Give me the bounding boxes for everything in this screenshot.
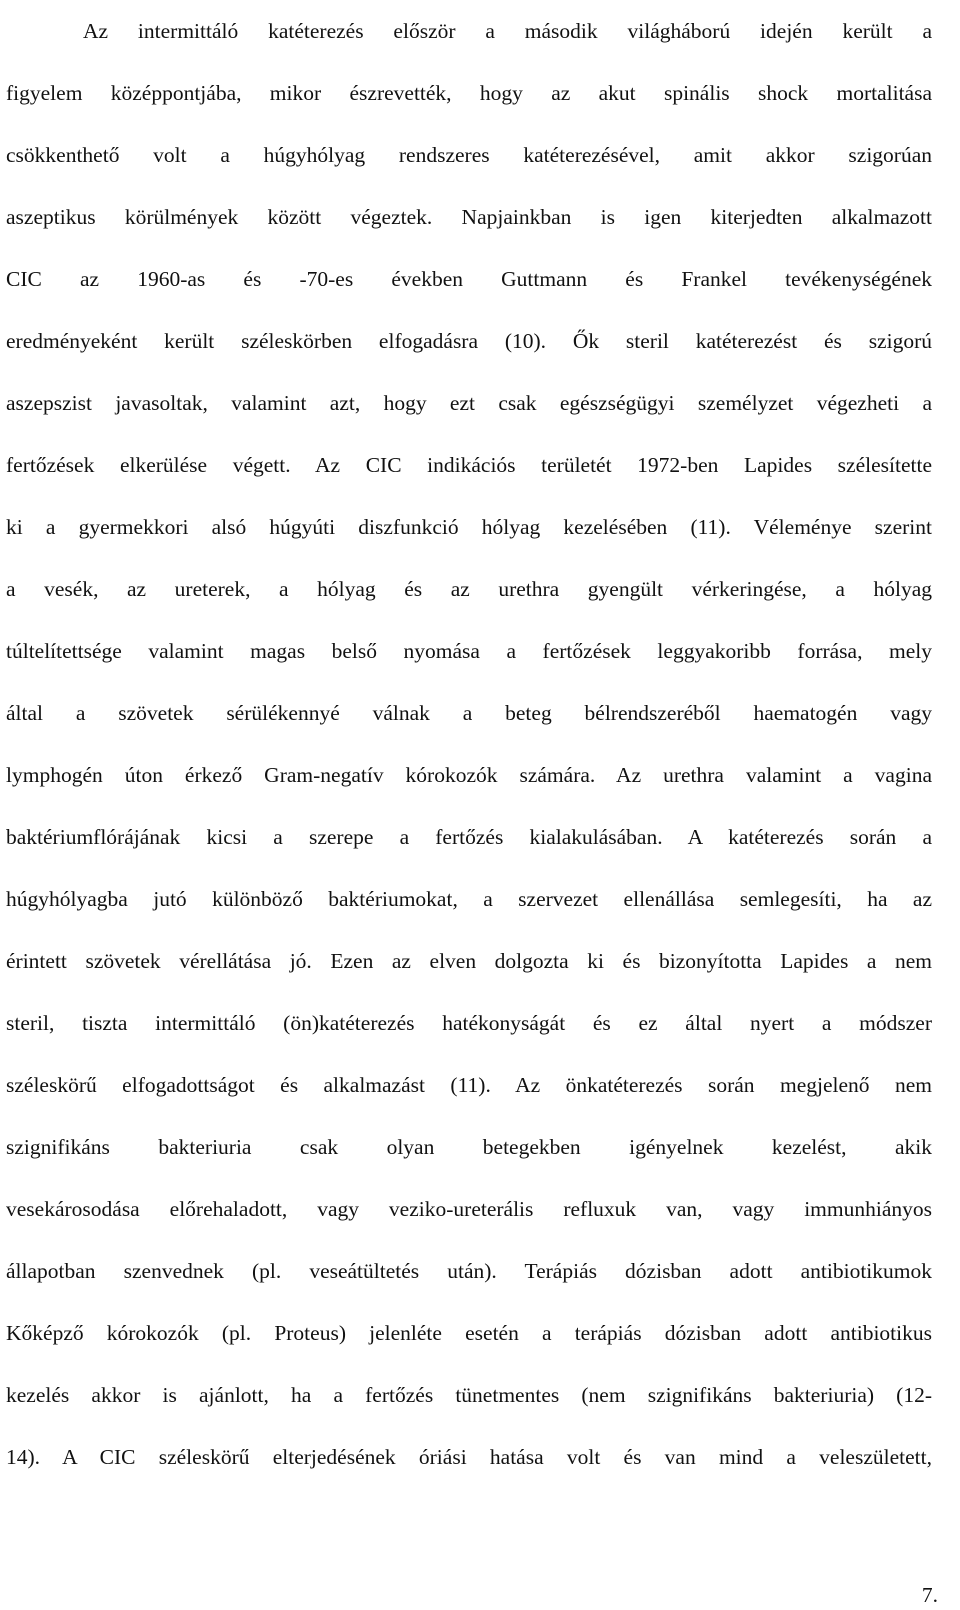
page-number: 7. — [921, 1583, 938, 1607]
text-line: Kőképző kórokozók (pl. Proteus) jelenléte esetén a terápiás dózisban adott antibiotikus — [6, 1321, 932, 1345]
text-line: által a szövetek sérülékennyé válnak a beteg bélrendszeréből haematogén vagy — [6, 701, 932, 725]
text-line: vesekárosodása előrehaladott, vagy veziko-ureterális refluxuk van, vagy immunhiányos — [6, 1197, 932, 1221]
text-line: széleskörű elfogadottságot és alkalmazást (11). Az önkatéterezés során megjelenő nem — [6, 1073, 932, 1097]
text-line: húgyhólyagba jutó különböző baktériumokat, a szervezet ellenállása semlegesíti, ha az — [6, 887, 932, 911]
text-line: a vesék, az ureterek, a hólyag és az urethra gyengült vérkeringése, a hólyag — [6, 577, 932, 601]
text-line: állapotban szenvednek (pl. veseátültetés után). Terápiás dózisban adott antibiotikumok — [6, 1259, 932, 1283]
text-line: eredményeként került széleskörben elfogadásra (10). Ők steril katéterezést és szigorú — [6, 329, 932, 353]
text-line: csökkenthető volt a húgyhólyag rendszeres katéterezésével, amit akkor szigorúan — [6, 143, 932, 167]
text-line: ki a gyermekkori alsó húgyúti diszfunkció hólyag kezelésében (11). Véleménye szerint — [6, 515, 932, 539]
text-line: figyelem középpontjába, mikor észrevették, hogy az akut spinális shock mortalitása — [6, 81, 932, 105]
paragraph — [6, 0, 932, 1488]
text-line: kezelés akkor is ajánlott, ha a fertőzés tünetmentes (nem szignifikáns bakteriuria) (12- — [6, 1383, 932, 1407]
text-line: aszeptikus körülmények között végeztek. Napjainkban is igen kiterjedten alkalmazott — [6, 205, 932, 229]
text-line: 14). A CIC széleskörű elterjedésének óriási hatása volt és van mind a veleszületett, — [6, 1445, 932, 1469]
text-line: aszepszist javasoltak, valamint azt, hogy ezt csak egészségügyi személyzet végezheti a — [6, 391, 932, 415]
text-line: steril, tiszta intermittáló (ön)katéterezés hatékonyságát és ez által nyert a módszer — [6, 1011, 932, 1035]
text-line: fertőzések elkerülése végett. Az CIC indikációs területét 1972-ben Lapides szélesítette — [6, 453, 932, 477]
text-line: érintett szövetek vérellátása jó. Ezen az elven dolgozta ki és bizonyította Lapides a nem — [6, 949, 932, 973]
text-line: szignifikáns bakteriuria csak olyan betegekben igényelnek kezelést, akik — [6, 1135, 932, 1159]
text-line: túltelítettsége valamint magas belső nyomása a fertőzések leggyakoribb forrása, mely — [6, 639, 932, 663]
text-line: CIC az 1960-as és -70-es években Guttmann és Frankel tevékenységének — [6, 267, 932, 291]
text-line: Az intermittáló katéterezés először a második világháború idején került a — [83, 19, 932, 43]
text-line: lymphogén úton érkező Gram-negatív kórokozók számára. Az urethra valamint a vagina — [6, 763, 932, 787]
text-line: baktériumflórájának kicsi a szerepe a fertőzés kialakulásában. A katéterezés során a — [6, 825, 932, 849]
